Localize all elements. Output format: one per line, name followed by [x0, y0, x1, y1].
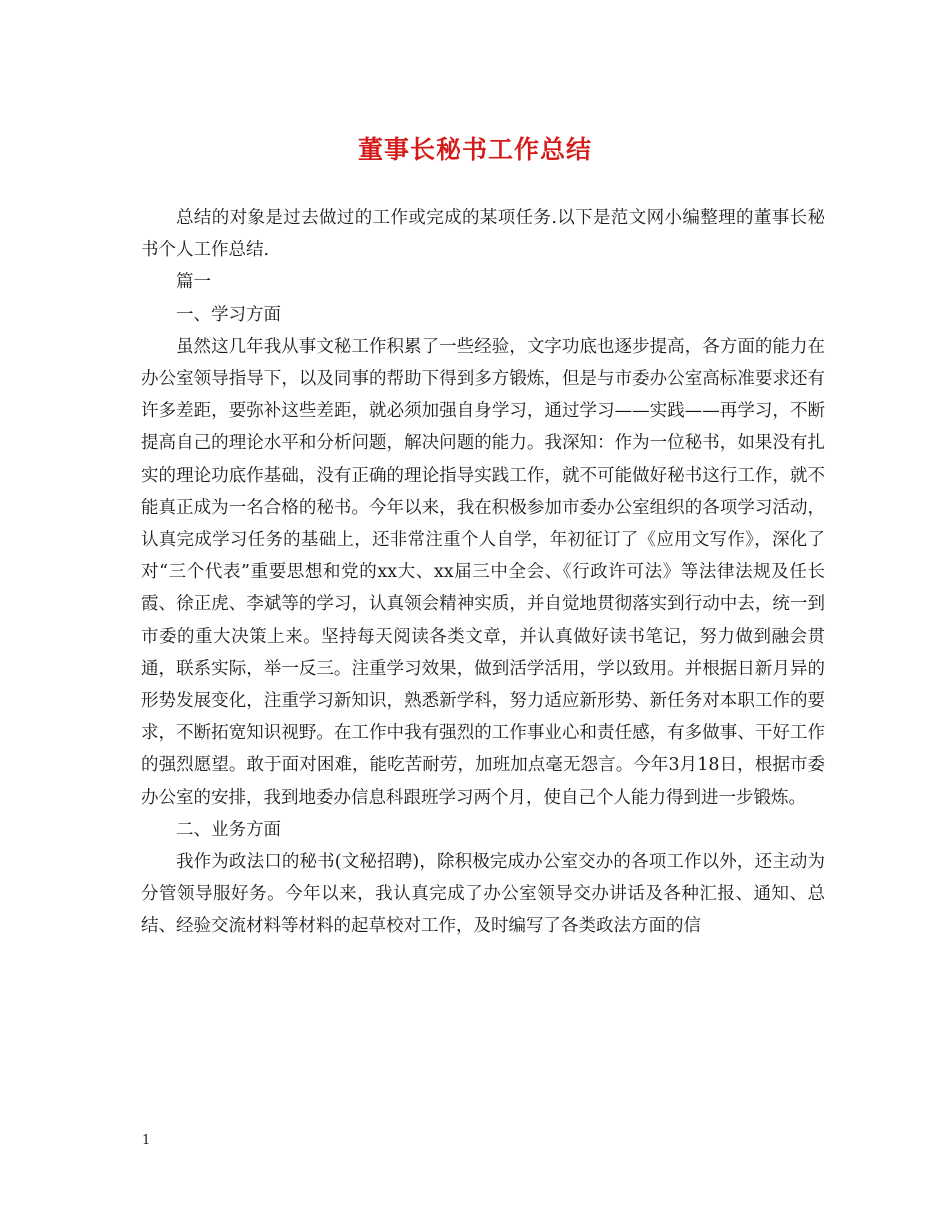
- section-body-study: 虽然这几年我从事文秘工作积累了一些经验，文字功底也逐步提高，各方面的能力在办公室领导指导下，以及同事的帮助下得到多方锻炼，但是与市委办公室高标准要求还有许多差距，要弥补这些差距，就必须加强自身学习，通过学习——实践——再学习，不断提高自己的理论水平和分析问题，解决问题的能力。我深知：作为一位秘书，如果没有扎实的理论功底作基础，没有正确的理论指导实践工作，就不可能做好秘书这行工作，就不能真正成为一名合格的秘书。今年以来，我在积极参加市委办公室组织的各项学习活动，认真完成学习任务的基础上，还非常注重个人自学，年初征订了《应用文写作》，深化了对“三个代表”重要思想和党的xx大、xx届三中全会、《行政许可法》等法律法规及任长霞、徐正虎、李斌等的学习，认真领会精神实质，并自觉地贯彻落实到行动中去，统一到市委的重大决策上来。坚持每天阅读各类文章，并认真做好读书笔记，努力做到融会贯通，联系实际，举一反三。注重学习效果，做到活学活用，学以致用。并根据日新月异的形势发展变化，注重学习新知识，熟悉新学科，努力适应新形势、新任务对本职工作的要求，不断拓宽知识视野。在工作中我有强烈的工作事业心和责任感，有多做事、干好工作的强烈愿望。敢于面对困难，能吃苦耐劳，加班加点毫无怨言。今年3月18日，根据市委办公室的安排，我到地委办信息科跟班学习两个月，使自己个人能力得到进一步锻炼。: [141, 336, 825, 808]
- document-body: [141, 202, 825, 943]
- section-body-business: 我作为政法口的秘书(文秘招聘)，除积极完成办公室交办的各项工作以外，还主动为分管领导服好务。今年以来，我认真完成了办公室领导交办讲话及各种汇报、通知、总结、经验交流材料等材料的起草校对工作，及时编写了各类政法方面的信: [141, 852, 825, 937]
- section-heading-study: 一、学习方面: [176, 304, 281, 325]
- intro-paragraph: 总结的对象是过去做过的工作或完成的某项任务.以下是范文网小编整理的董事长秘书个人工作总结.: [141, 208, 825, 261]
- document-title: 董事长秘书工作总结: [357, 135, 592, 164]
- section-heading-business: 二、业务方面: [176, 819, 281, 840]
- part-label: 篇一: [176, 272, 211, 293]
- page-number: 1: [142, 1133, 151, 1148]
